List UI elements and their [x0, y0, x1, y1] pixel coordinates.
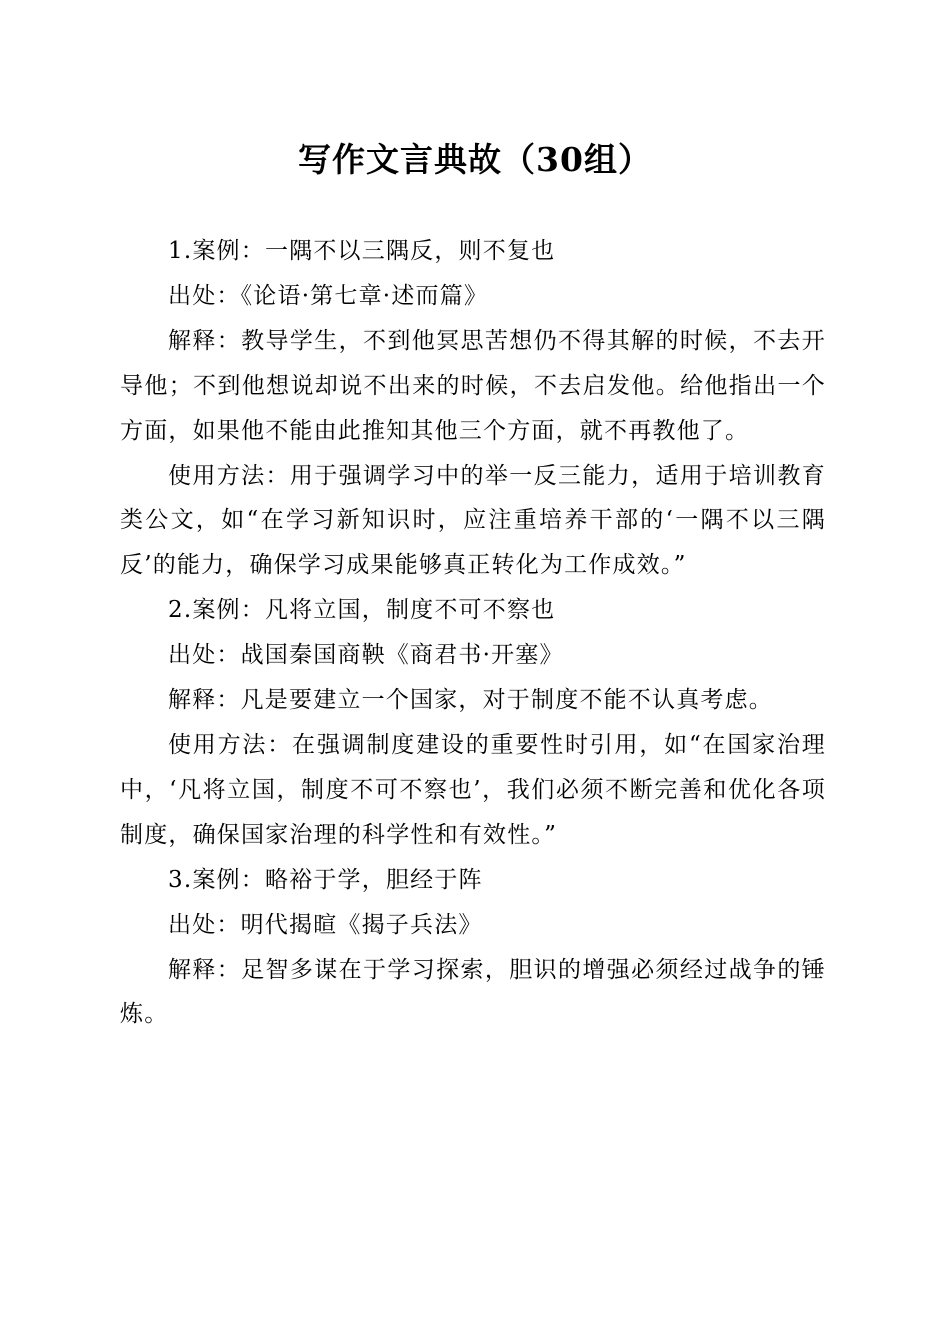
entry-2-explanation: 解释：凡是要建立一个国家，对于制度不能不认真考虑。: [168, 687, 773, 714]
entry-3-source: 出处：明代揭暄《揭子兵法》: [168, 911, 483, 938]
entry-1-case: 1.案例：一隅不以三隅反，则不复也: [168, 238, 556, 264]
entry-1-usage: 使用方法：用于强调学习中的举一反三能力，适用于培训教育类公文，如“在学习新知识时，应注重培养干部的‘一隅不以三隅反’的能力，确保学习成果能够真正转化为工作成效。”: [120, 462, 826, 579]
entry-3-explanation: 解释：足智多谋在于学习探索，胆识的增强必须经过战争的锤炼。: [120, 956, 826, 1028]
entry-2-usage: 使用方法：在强调制度建设的重要性时引用，如“在国家治理中，‘凡将立国，制度不可不察也’，我们必须不断完善和优化各项制度，确保国家治理的科学性和有效性。”: [120, 731, 826, 848]
document-title: 写作文言典故（30组）: [298, 140, 652, 179]
entry-1-explanation: 解释：教导学生，不到他冥思苦想仍不得其解的时候，不去开导他；不到他想说却说不出来的时候，不去启发他。给他指出一个方面，如果他不能由此推知其他三个方面，就不再教他了。: [120, 327, 826, 444]
entry-3-case: 3.案例：略裕于学，胆经于阵: [168, 866, 483, 893]
entry-2-case: 2.案例：凡将立国，制度不可不察也: [168, 597, 556, 624]
document-body: [120, 229, 826, 1037]
entry-1-source: 出处：《论语·第七章·述而篇》: [168, 282, 489, 309]
entry-2-source: 出处：战国秦国商鞅《商君书·开塞》: [168, 642, 564, 669]
